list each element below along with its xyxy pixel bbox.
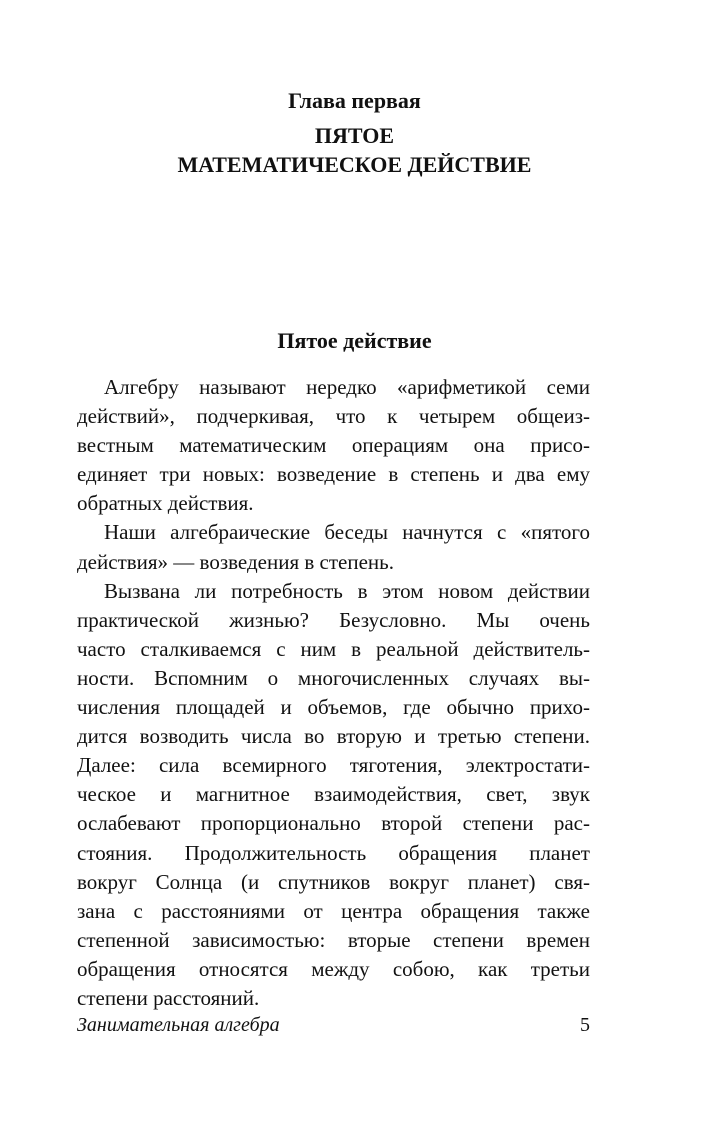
- text-line: зана с расстояниями от центра обращения также: [77, 898, 590, 923]
- text-line: обратных действия.: [77, 491, 254, 516]
- text-line: вестным математическим операциям она присо-: [77, 433, 590, 458]
- text-line: единяет три новых: возведение в степень и два ему: [77, 462, 590, 487]
- text-line: ослабевают пропорционально второй степени рас-: [77, 811, 590, 836]
- page-footer: [77, 1012, 590, 1038]
- paragraph: [77, 373, 590, 518]
- text-line: Вызвана ли потребность в этом новом действии: [104, 578, 590, 603]
- text-line: Наши алгебраические беседы начнутся с «пятого: [104, 520, 590, 545]
- chapter-label: Глава первая: [288, 88, 421, 113]
- paragraph: [77, 518, 590, 576]
- text-line: практической жизнью? Безусловно. Мы очень: [77, 607, 590, 632]
- text-line: степени расстояний.: [77, 985, 260, 1010]
- text-line: ческое и магнитное взаимодействия, свет, звук: [77, 782, 590, 807]
- text-line: дится возводить числа во вторую и третью степени.: [77, 724, 590, 749]
- chapter-title-line-2: МАТЕМАТИЧЕСКОЕ ДЕЙСТВИЕ: [177, 152, 532, 177]
- chapter-title-line-1: ПЯТОЕ: [314, 123, 395, 148]
- paragraph: [77, 577, 590, 1013]
- text-line: Далее: сила всемирного тяготения, электростати-: [77, 753, 590, 778]
- text-line: действий», подчеркивая, что к четырем общеиз-: [77, 404, 590, 429]
- body-text: [77, 373, 590, 1013]
- book-title: Занимательная алгебра: [77, 1014, 280, 1036]
- text-line: обращения относятся между собою, как третьи: [77, 956, 590, 981]
- page-number: 5: [580, 1014, 590, 1036]
- text-line: Алгебру называют нередко «арифметикой семи: [104, 375, 590, 399]
- section-title: Пятое действие: [277, 328, 432, 353]
- text-line: числения площадей и объемов, где обычно прихо-: [77, 695, 590, 720]
- text-line: часто сталкиваемся с ним в реальной действитель-: [77, 636, 590, 661]
- chapter-heading: [0, 86, 709, 179]
- text-line: вокруг Солнца (и спутников вокруг планет) свя-: [77, 869, 590, 894]
- text-line: стояния. Продолжительность обращения планет: [77, 840, 590, 865]
- text-line: ности. Вспомним о многочисленных случаях вы-: [77, 665, 590, 690]
- text-line: степенной зависимостью: вторые степени времен: [77, 927, 590, 952]
- text-line: действия» — возведения в степень.: [77, 549, 394, 574]
